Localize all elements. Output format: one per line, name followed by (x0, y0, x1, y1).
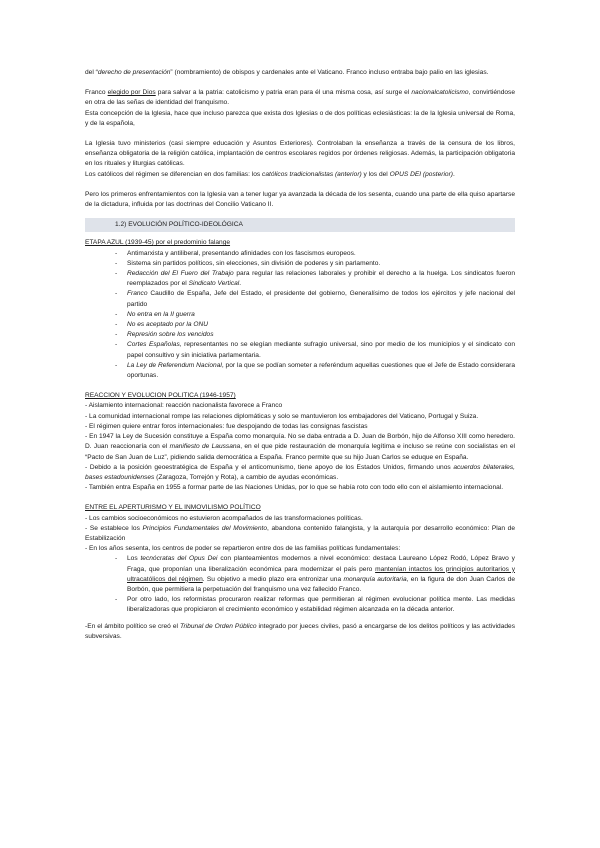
text: -En el ámbito político se creó el (85, 622, 180, 630)
section-subtitle: por el predominio falange (153, 239, 231, 247)
text-italic: Cortes Españolas, (127, 341, 182, 349)
text: , en el que pide restauración de monarquía legítima e incluso se reúne con socialistas en el “Pacto de San Juan de Luz”, pidiendo salida democrática a España. Franco permite que su hijo Juan Carlos se eduque en España. (85, 443, 515, 461)
list-item: - No entra en la II guerra (127, 310, 515, 320)
paragraph-line (85, 622, 515, 642)
text-italic: Franco (127, 290, 148, 298)
text-underlined: elegido por Dios (107, 89, 156, 97)
list-item: - Sistema sin partidos políticos, sin elecciones, sin división de poderes y sin parlamento. (127, 259, 515, 269)
section-title: ETAPA AZUL (1939-45) (85, 239, 154, 247)
text: para regular las relaciones laborales y prohibir el derecho a la huelga. Los sindicatos fueron reemplazados por el (127, 270, 515, 288)
paragraph-line: - En los años sesenta, los centros de poder se repartieron entre dos de las familias políticas fundamentales: (85, 545, 401, 553)
document-page (85, 68, 515, 642)
text-italic: tecnócratas del Opus Dei (140, 555, 218, 563)
text: representantes no se elegían mediante sufragio universal, sino por medio de los municipios y el sindicato con papel consultivo y sin iniciativa parlamentaria. (127, 341, 515, 359)
paragraph-line (85, 463, 515, 483)
text-italic: La Ley de Referendum Nacional (127, 361, 222, 369)
text: Caudillo de España, Jefe del Estado, el presidente del gobierno, Generalísimo de todos los ejércitos y jefe nacional del partido (127, 290, 515, 308)
list-item (127, 269, 515, 289)
text-italic: Principios Fundamentales del Movimiento (142, 524, 268, 532)
text-italic: monarquía autoritaria (343, 575, 407, 583)
text-italic: acuerdos bilaterales, bases estadounidenses (85, 463, 515, 481)
paragraph-enfrentamientos: Pero los primeros enfrentamientos con la Iglesia van a tener lugar ya avanzada la década de los sesenta, cuando una parte de ella quiso apartarse de la dictadura, influida por las doctrinas del Concilio Vaticano II. (85, 190, 515, 209)
text-italic: derecho de presentación (97, 69, 171, 76)
text-italic: Redacción del El Fuero del Trabajo (127, 270, 234, 278)
paragraph-line: - Los cambios socioeconómicos no estuvieron acompañados de las transformaciones políticas. (85, 514, 363, 522)
text: Los (127, 555, 141, 563)
text: , en la figura de don Juan Carlos de Borbón, que permitiera la perpetuación del franquismo una vez fallecido Franco. (127, 575, 515, 593)
paragraph-nacionalcatolicismo (85, 88, 515, 108)
text-italic: nacionalcatolicismo (411, 89, 469, 97)
text: - En 1947 la Ley de Sucesión constituye a España como monarquía. No se daba entrada a D. Juan de Borbón, hijo de Alfonso XIII como heredero. D. Juan reaccionaría con el (85, 433, 515, 451)
text: y los del (361, 170, 390, 178)
text: ” (nombramiento) de obispos y cardenales ante el Vaticano. Franco incluso entraba bajo palio en las iglesias. (170, 69, 489, 76)
text: , por la que se podían someter a referéndum aquellas cuestiones que el Jefe de Estado considerara oportunas. (127, 361, 515, 380)
paragraph-line: - La comunidad internacional rompe las relaciones diplomáticas y solo se mantuvieron los embajadores del Vaticano, Portugal y Suiza. (85, 412, 479, 420)
text: integrado por jueces civiles, pasó a encargarse de los delitos políticos y las actividades subversivas. (85, 622, 516, 640)
list-item (127, 361, 515, 381)
paragraph-ministerios: La Iglesia tuvo ministerios (casi siempre educación y Asuntos Exteriores). Controlaban la enseñanza a través de la censura de los libros, enseñanza obligatoria de la religión católica, implantación de centros escolares regidos por órdenes religiosas. Además, la participación obligatoria en los rituales y liturgias católicas. (85, 140, 515, 168)
paragraph-concepcion-iglesia: Esta concepción de la Iglesia, hace que incluso parezca que exista dos Iglesias o de dos políticas eclesiásticas: la de la Iglesia universal de Roma, y de la española, (85, 109, 515, 127)
text: con planteamientos modernos a nivel económico: destaca Laureano López Rodó, López Bravo y Fraga, que proponían una liberalización económica para modernizar el país pero (127, 555, 515, 573)
reaccion-title: REACCION Y EVOLUCION POLITICA (1946-1957) (85, 392, 236, 400)
etapa-azul-title (85, 238, 515, 248)
text: Franco (85, 89, 108, 97)
text: . (239, 280, 242, 288)
paragraph-line: - El régimen quiere entrar foros internacionales: fue despojando de todas las consignas fascistas (85, 422, 368, 430)
paragraph-familias (85, 170, 515, 180)
aperturismo-title: ENTRE EL APERTURISMO Y EL INMOVILISMO POLÍTICO (85, 504, 261, 512)
text: , convirtiéndose en otra de las señas de identidad del franquismo. (85, 89, 515, 107)
text: del “ (85, 69, 98, 76)
paragraph-presentacion (85, 68, 515, 78)
text: . (452, 170, 455, 178)
list-item (127, 554, 515, 595)
text-underlined: mantenían intactos los principios autoritarios y ultracatólicos del régimen (127, 565, 515, 583)
text: , abandona contenido falangista, y la autarquía por desarrollo económico: Plan de Estabilización (85, 524, 515, 542)
list-item: - No es aceptado por la ONU (127, 320, 515, 330)
text: . Su objetivo a medio plazo era entronizar una (202, 575, 344, 583)
list-item (127, 340, 515, 360)
text: (Zaragoza, Torrejón y Rota), a cambio de ayudas económicas. (154, 473, 339, 481)
text-italic: OPUS DEI (posterior) (389, 170, 453, 178)
list-item (127, 289, 515, 309)
paragraph-line: - Aislamiento internacional: reacción nacionalista favorece a Franco (85, 402, 283, 410)
text: Los católicos del régimen se diferencian en dos familias: los (85, 170, 263, 178)
text-italic: Tribunal de Orden Público (179, 622, 257, 630)
paragraph-line (85, 432, 515, 463)
text-italic: manifiesto de Laussana (169, 443, 241, 451)
list-item: - Por otro lado, los reformistas procuraron realizar reformas que permitieran al régimen evolucionar política mente. Las medidas liberalizadoras que propiciaron el crecimiento económico y estabilidad régimen alcanzada en la década anterior. (127, 595, 515, 615)
paragraph-line: - También entra España en 1955 a formar parte de las Naciones Unidas, por lo que se había roto con todo ello con el aislamiento internacional. (85, 484, 504, 492)
text: - Debido a la posición geoestratégica de España y el anticomunismo, tiene apoyo de los Estados Unidos, firmando unos (85, 463, 454, 471)
text-italic: Sindicato Vertical (188, 280, 240, 288)
aperturismo-list (85, 554, 515, 615)
text: - Se establece los (85, 524, 143, 532)
list-item: - Antimarxista y antiliberal, presentando afinidades con los fascismos europeos. (127, 249, 515, 259)
text: para salvar a la patria: catolicismo y patria eran para él una misma cosa, así surge el (155, 89, 412, 97)
section-heading: 1.2) EVOLUCIÓN POLÍTICO-IDEOLÓGICA (85, 218, 515, 232)
paragraph-line (85, 524, 515, 544)
etapa-azul-list (85, 249, 515, 382)
list-item: - Represión sobre los vencidos (127, 330, 515, 340)
text-italic: católicos tradicionalistas (anterior) (262, 170, 362, 178)
